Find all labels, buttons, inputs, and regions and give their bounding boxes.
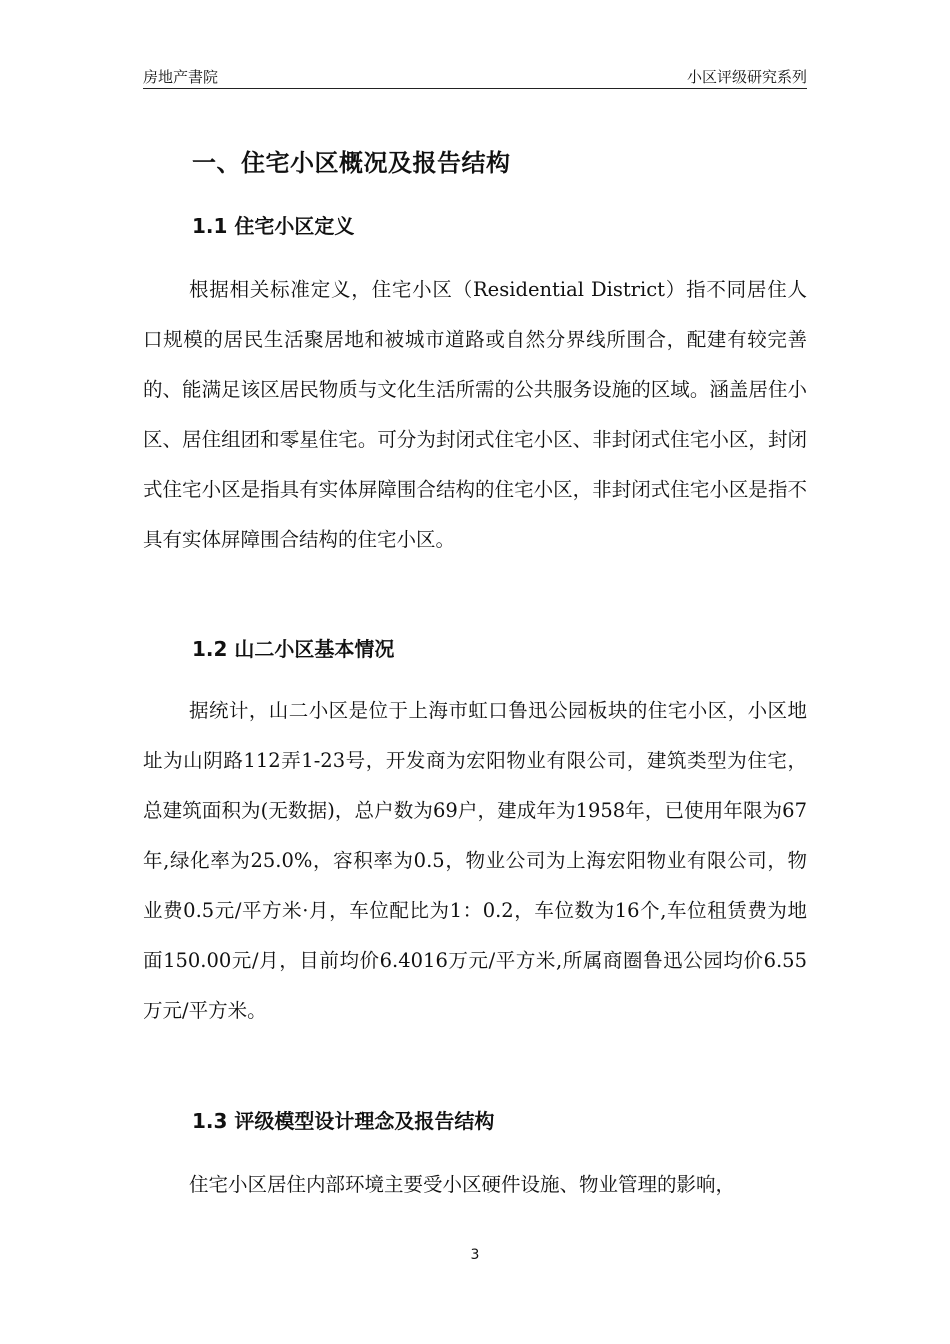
section-paragraph-1-1: 根据相关标准定义，住宅小区（Residential District）指不同居住人口规模的居民生活聚居地和被城市道路或自然分界线所围合，配建有较完善的、能满足该区居民物质与文化生活所需的公共服务设施的区域。涵盖居住小区、居住组团和零星住宅。可分为封闭式住宅小区、非封闭式住宅小区，封闭式住宅小区是指具有实体屏障围合结构的住宅小区，非封闭式住宅小区是指不具有实体屏障围合结构的住宅小区。: [143, 278, 807, 551]
section-heading-1-1: 1.1 住宅小区定义: [192, 214, 355, 238]
header-right-title: 小区评级研究系列: [686, 68, 807, 86]
header-divider: [143, 88, 807, 89]
page-number: 3: [470, 1247, 480, 1263]
header-left-title: 房地产書院: [143, 68, 219, 86]
section-paragraph-1-3: 住宅小区居住内部环境主要受小区硬件设施、物业管理的影响，: [189, 1173, 736, 1196]
section-paragraph-1-2: 据统计，山二小区是位于上海市虹口鲁迅公园板块的住宅小区，小区地址为山阴路112弄1-23号，开发商为宏阳物业有限公司，建筑类型为住宅，总建筑面积为(无数据)，总户数为69户，建成年为1958年，已使用年限为67年,绿化率为25.0%，容积率为0.5，物业公司为上海宏阳物业有限公司，物业费0.5元/平方米·月，车位配比为1：0.2，车位数为16个,车位租赁费为地面150.00元/月，目前均价6.4016万元/平方米,所属商圈鲁迅公园均价6.55万元/平方米。: [143, 699, 807, 1022]
section-heading-1-3: 1.3 评级模型设计理念及报告结构: [192, 1109, 495, 1133]
section-heading-1-2: 1.2 山二小区基本情况: [192, 637, 395, 661]
chapter-title: 一、住宅小区概况及报告结构: [192, 149, 511, 177]
